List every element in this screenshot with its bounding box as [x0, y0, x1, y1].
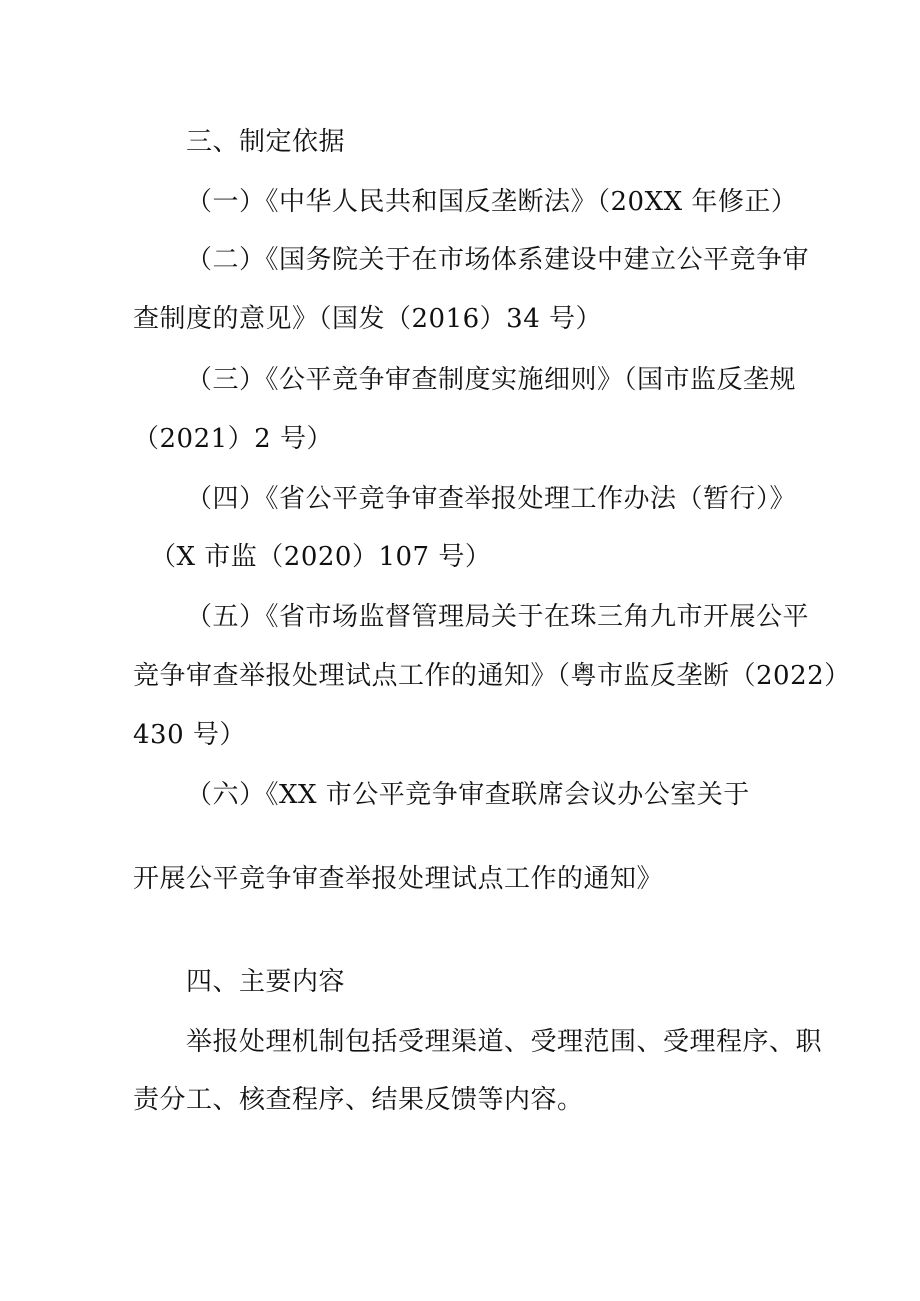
item-5-line-2: 竞争审查举报处理试点工作的通知》（粤市监反垄断（2022）: [133, 661, 851, 691]
section-4-body-line-2: 责分工、核查程序、结果反馈等内容。: [133, 1085, 584, 1115]
item-2-line-2: 查制度的意见》（国发（2016）34 号）: [133, 304, 603, 334]
section-4-body-line-1: 举报处理机制包括受理渠道、受理范围、受理程序、职: [186, 1027, 823, 1057]
item-5-line-3: 430 号）: [133, 720, 246, 750]
item-1-line-1: （一）《中华人民共和国反垄断法》（20XX 年修正）: [186, 187, 798, 217]
section-3-heading: 三、制定依据: [186, 127, 346, 157]
item-3-line-1: （三）《公平竞争审查制度实施细则》（国市监反垄规: [186, 365, 797, 395]
item-4-line-2: （X 市监（2020）107 号）: [150, 542, 492, 572]
item-2-line-1: （二）《国务院关于在市场体系建设中建立公平竞争审: [186, 245, 810, 275]
item-6-line-2: 开展公平竞争审查举报处理试点工作的通知》: [133, 864, 664, 894]
item-4-line-1: （四）《省公平竞争审查举报处理工作办法（暂行）》: [186, 484, 797, 514]
item-3-line-2: （2021）2 号）: [133, 424, 333, 454]
item-6-line-1: （六）《XX 市公平竞争审查联席会议办公室关于: [186, 780, 750, 810]
item-5-line-1: （五）《省市场监督管理局关于在珠三角九市开展公平: [186, 602, 810, 632]
section-4-heading: 四、主要内容: [186, 967, 346, 997]
